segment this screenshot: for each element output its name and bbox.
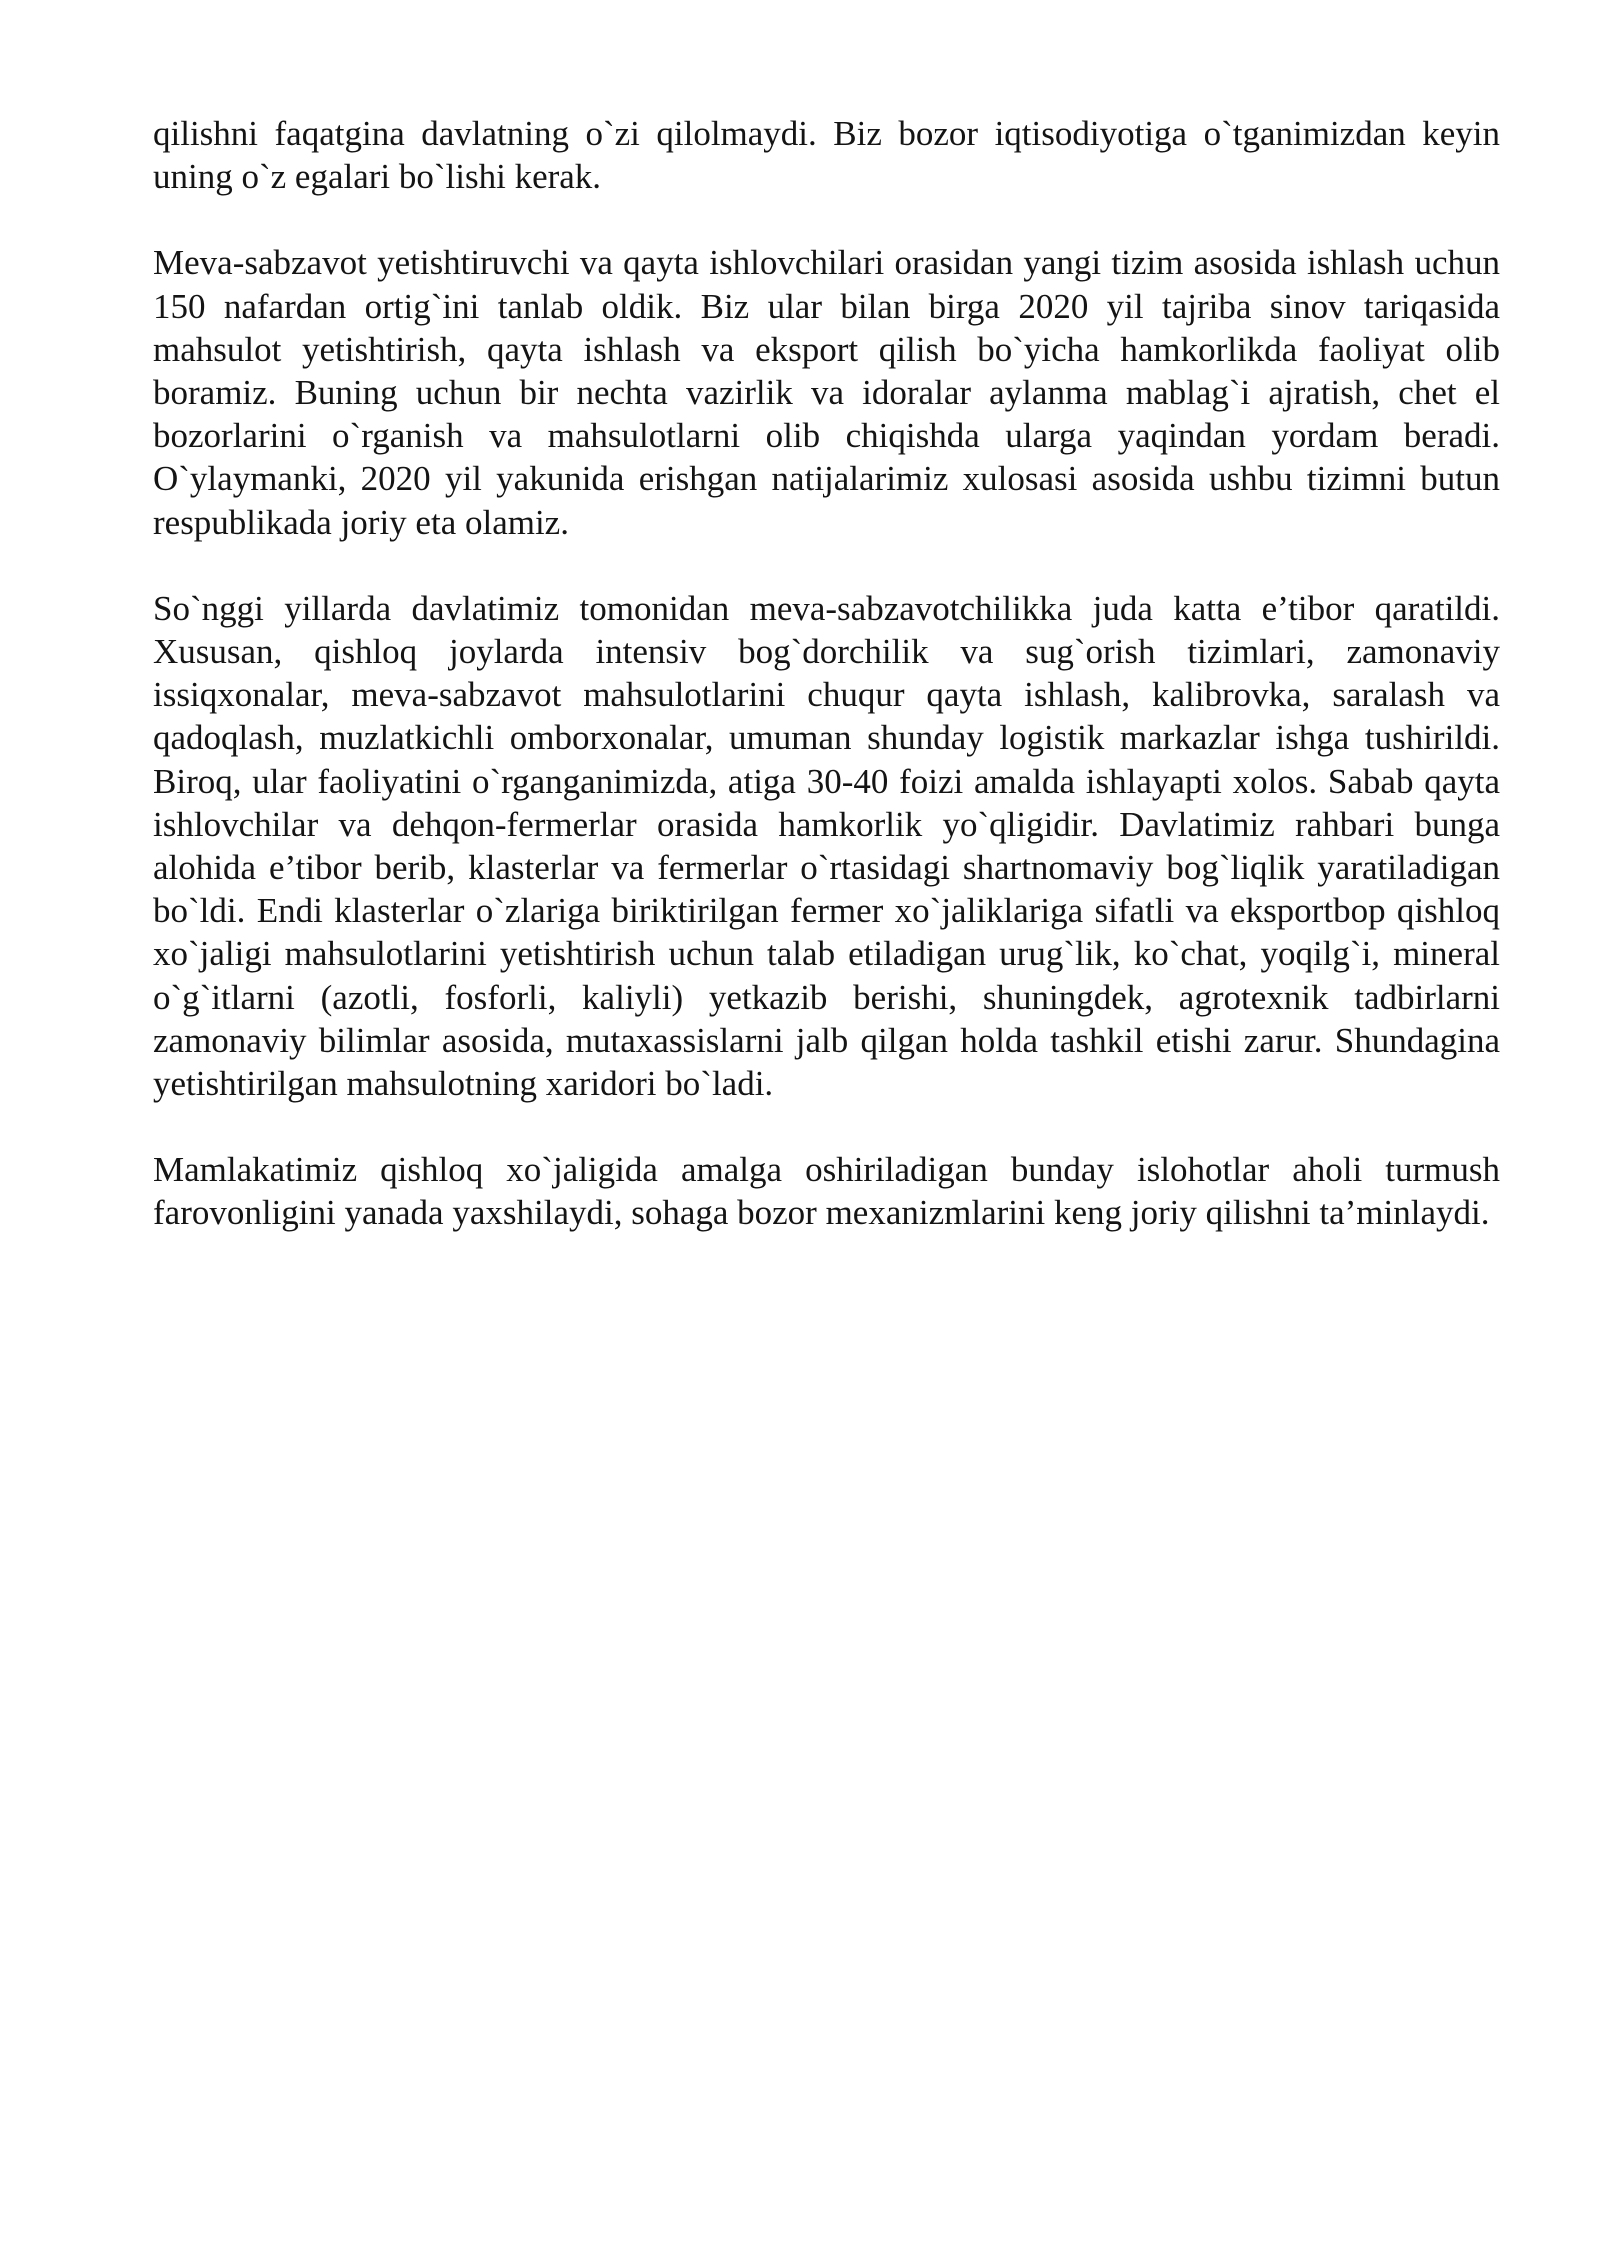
paragraph-2: Meva-sabzavot yetishtiruvchi va qayta ishlovchilari orasidan yangi tizim asosida ishlash uchun 150 nafardan ortig`ini tanlab oldik. Biz ular bilan birga 2020 yil tajriba sinov tariqasida mahsulot yetishtirish, qayta ishlash va eksport qilish bo`yicha hamkorlikda faoliyat olib boramiz. Buning uchun bir nechta vazirlik va idoralar aylanma mablag`i ajratish, chet el bozorlarini o`rganish va mahsulotlarni olib chiqishda ularga yaqindan yordam beradi. O`ylaymanki, 2020 yil yakunida erishgan natijalarimiz xulosasi asosida ushbu tizimni butun respublikada joriy eta olamiz.: [153, 243, 1500, 542]
paragraph-1: qilishni faqatgina davlatning o`zi qilolmaydi. Biz bozor iqtisodiyotiga o`tganimizdan keyin uning o`z egalari bo`lishi kerak.: [153, 114, 1500, 197]
paragraph-4: Mamlakatimiz qishloq xo`jaligida amalga oshiriladigan bunday islohotlar aholi turmush farovonligini yanada yaxshilaydi, sohaga bozor mexanizmlarini keng joriy qilishni ta’minlaydi.: [153, 1150, 1500, 1233]
paragraph-3: So`nggi yillarda davlatimiz tomonidan meva-sabzavotchilikka juda katta e’tibor qaratildi. Xususan, qishloq joylarda intensiv bog`dorchilik va sug`orish tizimlari, zamonaviy issiqxonalar, meva-sabzavot mahsulotlarini chuqur qayta ishlash, kalibrovka, saralash va qadoqlash, muzlatkichli omborxonalar, umuman shunday logistik markazlar ishga tushirildi. Biroq, ular faoliyatini o`rganganimizda, atiga 30-40 foizi amalda ishlayapti xolos. Sabab qayta ishlovchilar va dehqon-fermerlar orasida hamkorlik yo`qligidir. Davlatimiz rahbari bunga alohida e’tibor berib, klasterlar va fermerlar o`rtasidagi shartnomaviy bog`liqlik yaratiladigan bo`ldi. Endi klasterlar o`zlariga biriktirilgan fermer xo`jaliklariga sifatli va eksportbop qishloq xo`jaligi mahsulotlarini yetishtirish uchun talab etiladigan urug`lik, ko`chat, yoqilg`i, mineral o`g`itlarni (azotli, fosforli, kaliyli) yetkazib berishi, shuningdek, agrotexnik tadbirlarni zamonaviy bilimlar asosida, mutaxassislarni jalb qilgan holda tashkil etishi zarur. Shundagina yetishtirilgan mahsulotning xaridori bo`ladi.: [153, 588, 1500, 1104]
document-body: [153, 112, 1500, 1278]
